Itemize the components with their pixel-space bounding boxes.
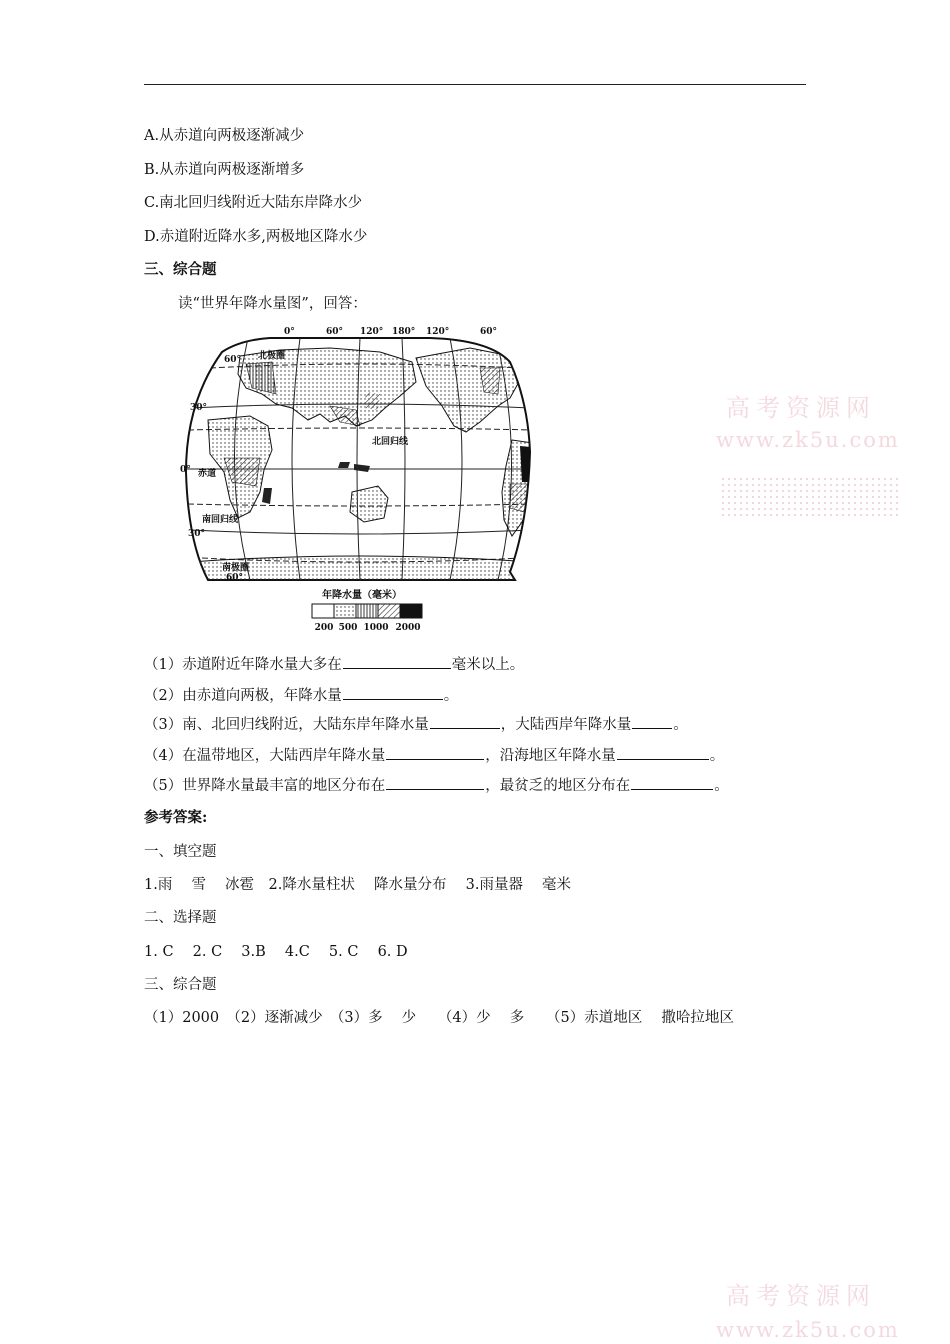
lon-label-0: 0° bbox=[284, 327, 295, 337]
q2-blank[interactable] bbox=[343, 685, 443, 700]
q1-suffix: 毫米以上。 bbox=[451, 657, 525, 673]
watermark-url: www.zk5u.com bbox=[716, 428, 900, 452]
q1-blank[interactable] bbox=[343, 654, 451, 669]
legend-tick-2000: 2000 bbox=[395, 623, 421, 633]
q4-mid: ，沿海地区年降水量 bbox=[485, 748, 616, 764]
world-precipitation-map bbox=[180, 322, 540, 634]
label-arctic-circle: 北极圈 bbox=[258, 351, 286, 361]
answers-section-3-title: 三、综合题 bbox=[144, 977, 217, 993]
option-b: B.从赤道向两极逐渐增多 bbox=[144, 162, 305, 178]
section-3-heading: 三、综合题 bbox=[144, 261, 217, 278]
answers-section-1-title: 一、填空题 bbox=[144, 844, 217, 860]
lon-label-60w: 60° bbox=[480, 327, 498, 337]
lat-label-60s: 60° bbox=[226, 573, 244, 583]
q5-blank-most[interactable] bbox=[386, 775, 484, 790]
lon-label-120w: 120° bbox=[426, 327, 450, 337]
q2-suffix: 。 bbox=[443, 688, 459, 704]
lon-label-120: 120° bbox=[360, 327, 384, 337]
q4-blank-coast[interactable] bbox=[617, 745, 709, 760]
lon-label-60: 60° bbox=[326, 327, 344, 337]
watermark-dots bbox=[720, 476, 900, 518]
answers-section-1-text: 1.雨 雪 冰雹 2.降水量柱状 降水量分布 3.雨量器 毫米 bbox=[144, 877, 572, 893]
q5-text: （5）世界降水量最丰富的地区分布在 bbox=[144, 778, 386, 794]
q5-suffix: 。 bbox=[714, 778, 729, 794]
answers-section-3-text: （1）2000 （2）逐渐减少 （3）多 少 （4）少 多 （5）赤道地区 撒哈拉地区 bbox=[144, 1010, 734, 1026]
lat-label-60n: 60° bbox=[224, 355, 242, 365]
q4-text: （4）在温带地区，大陆西岸年降水量 bbox=[144, 748, 386, 764]
legend-tick-200: 200 bbox=[314, 623, 334, 633]
map-svg bbox=[180, 322, 540, 634]
map-legend bbox=[312, 588, 422, 633]
question-1 bbox=[144, 654, 524, 675]
question-3 bbox=[144, 714, 688, 735]
map-intro: 读“世界年降水量图”，回答： bbox=[178, 296, 367, 312]
legend-tick-1000: 1000 bbox=[363, 623, 389, 633]
q1-text: （1）赤道附近年降水量大多在 bbox=[144, 657, 342, 673]
legend-tick-500: 500 bbox=[338, 623, 358, 633]
q2-text: （2）由赤道向两极，年降水量 bbox=[144, 688, 342, 704]
q3-blank-east[interactable] bbox=[430, 714, 500, 729]
lat-label-0: 0° bbox=[180, 465, 191, 475]
q4-blank-west[interactable] bbox=[386, 745, 484, 760]
label-antarctic-circle: 南极圈 bbox=[222, 563, 250, 573]
answers-section-2-text: 1. C 2. C 3.B 4.C 5. C 6. D bbox=[144, 944, 408, 960]
header-rule bbox=[144, 84, 806, 85]
lat-label-30n: 30° bbox=[190, 403, 208, 413]
label-tropic-cancer: 北回归线 bbox=[372, 437, 409, 447]
label-equator: 赤道 bbox=[198, 469, 217, 479]
q5-blank-least[interactable] bbox=[631, 775, 713, 790]
q3-mid: ，大陆西岸年降水量 bbox=[500, 717, 632, 733]
question-4 bbox=[144, 745, 724, 766]
q4-suffix: 。 bbox=[709, 748, 725, 764]
answers-section-2-title: 二、选择题 bbox=[144, 910, 217, 926]
watermark-title: 高考资源网 bbox=[726, 394, 876, 422]
watermark-url-bottom: www.zk5u.com bbox=[716, 1318, 900, 1342]
legend-title: 年降水量（毫米） bbox=[322, 590, 402, 601]
label-tropic-capricorn: 南回归线 bbox=[202, 515, 239, 525]
q5-mid: ，最贫乏的地区分布在 bbox=[485, 778, 631, 794]
question-5 bbox=[144, 775, 729, 796]
lat-label-30s: 30° bbox=[188, 529, 206, 539]
watermark-title-bottom: 高考资源网 bbox=[726, 1282, 876, 1310]
option-a: A.从赤道向两极逐渐减少 bbox=[144, 128, 305, 144]
q3-blank-west[interactable] bbox=[632, 714, 672, 729]
option-d: D.赤道附近降水多,两极地区降水少 bbox=[144, 229, 368, 245]
answers-heading: 参考答案: bbox=[144, 809, 208, 826]
lon-label-180: 180° bbox=[392, 327, 416, 337]
q3-text: （3）南、北回归线附近，大陆东岸年降水量 bbox=[144, 717, 429, 733]
option-c: C.南北回归线附近大陆东岸降水少 bbox=[144, 195, 363, 211]
q3-suffix: 。 bbox=[673, 717, 688, 733]
question-2 bbox=[144, 685, 458, 706]
